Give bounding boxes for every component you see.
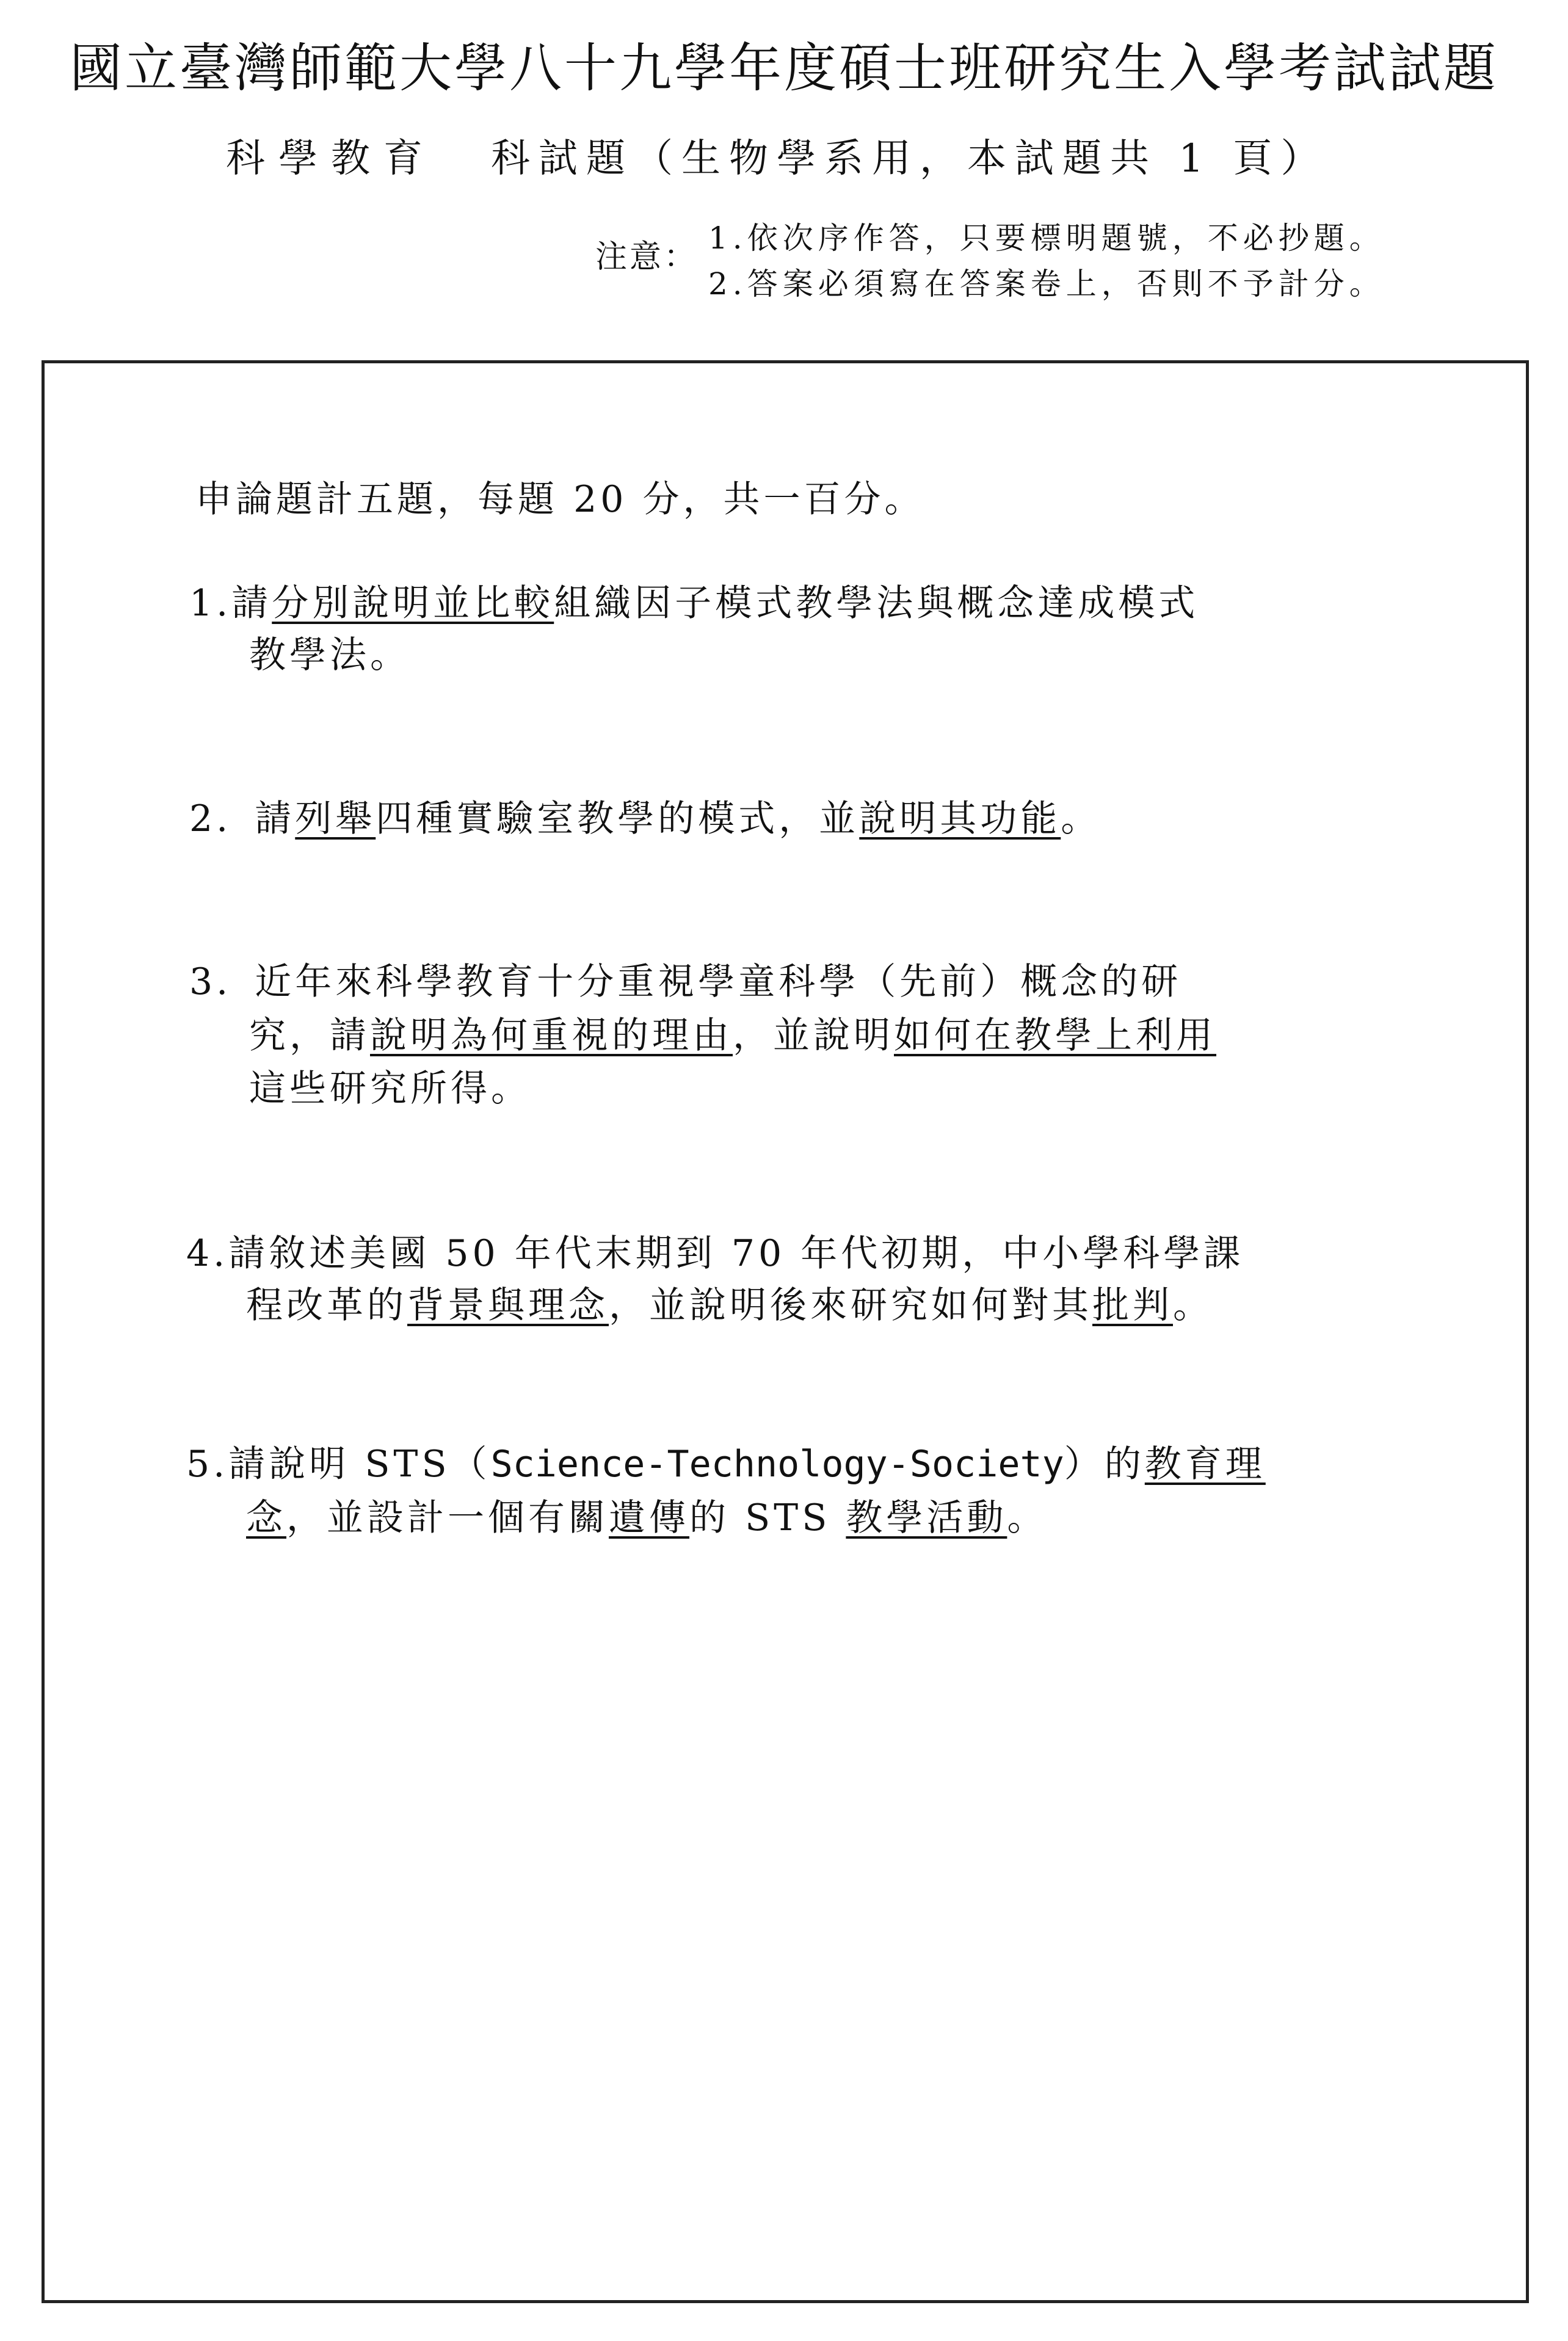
notice-item-1: 1.依次序作答，只要標明題號，不必抄題。 — [708, 220, 1385, 256]
question-number: 4. — [186, 1232, 229, 1275]
subject-name: 科學教育 — [226, 136, 436, 181]
underlined-phrase: 教學活動 — [846, 1497, 1007, 1539]
question-3-line-1: 3. 近年來科學教育十分重視學童科學（先前）概念的研 — [189, 960, 1182, 1003]
question-2: 2. 請列舉四種實驗室教學的模式，並說明其功能。 — [189, 797, 1102, 840]
question-5-line-1: 5.請說明 STS（Science-Technology-Society）的教育理 — [186, 1443, 1266, 1486]
underlined-phrase: 遺傳 — [609, 1497, 689, 1539]
intro-text: 申論題計五題，每題 20 分，共一百分。 — [195, 478, 925, 521]
notice-item-2: 2.答案必須寫在答案卷上，否則不予計分。 — [708, 266, 1385, 302]
underlined-phrase: 批判 — [1092, 1284, 1173, 1327]
question-1-line-1: 1.請分別說明並比較組織因子模式教學法與概念達成模式 — [189, 582, 1199, 625]
notice-label: 注意： — [595, 239, 699, 275]
underlined-phrase: 分別說明並比較 — [272, 582, 554, 625]
question-1-line-2: 教學法。 — [249, 634, 410, 677]
question-5-line-2: 念，並設計一個有關遺傳的 STS 教學活動。 — [246, 1497, 1048, 1539]
question-number: 1. — [189, 582, 232, 625]
question-number: 2. — [189, 797, 232, 840]
underlined-phrase: 教育理 — [1144, 1443, 1266, 1486]
exam-title: 國立臺灣師範大學八十九學年度碩士班研究生入學考試試題 — [70, 38, 1498, 99]
underlined-phrase: 背景與理念 — [407, 1284, 609, 1327]
question-number: 3. — [189, 960, 232, 1003]
question-3-line-2: 究，請說明為何重視的理由，並說明如何在教學上利用 — [249, 1014, 1216, 1057]
question-4-line-2: 程改革的背景與理念，並說明後來研究如何對其批判。 — [246, 1284, 1213, 1327]
question-4-line-1: 4.請敘述美國 50 年代末期到 70 年代初期，中小學科學課 — [186, 1232, 1244, 1275]
exam-subtitle — [226, 127, 1328, 183]
subtitle-details: 科試題（生物學系用，本試題共 1 頁） — [491, 136, 1329, 181]
underlined-phrase: 列舉 — [295, 797, 376, 840]
underlined-phrase: 如何在教學上利用 — [894, 1014, 1216, 1057]
underlined-phrase: 說明其功能 — [859, 797, 1061, 840]
question-3-line-3: 這些研究所得。 — [249, 1067, 531, 1110]
question-number: 5. — [186, 1443, 229, 1486]
underlined-phrase: 說明為何重視的理由 — [370, 1014, 733, 1057]
underlined-phrase: 念 — [246, 1497, 286, 1539]
